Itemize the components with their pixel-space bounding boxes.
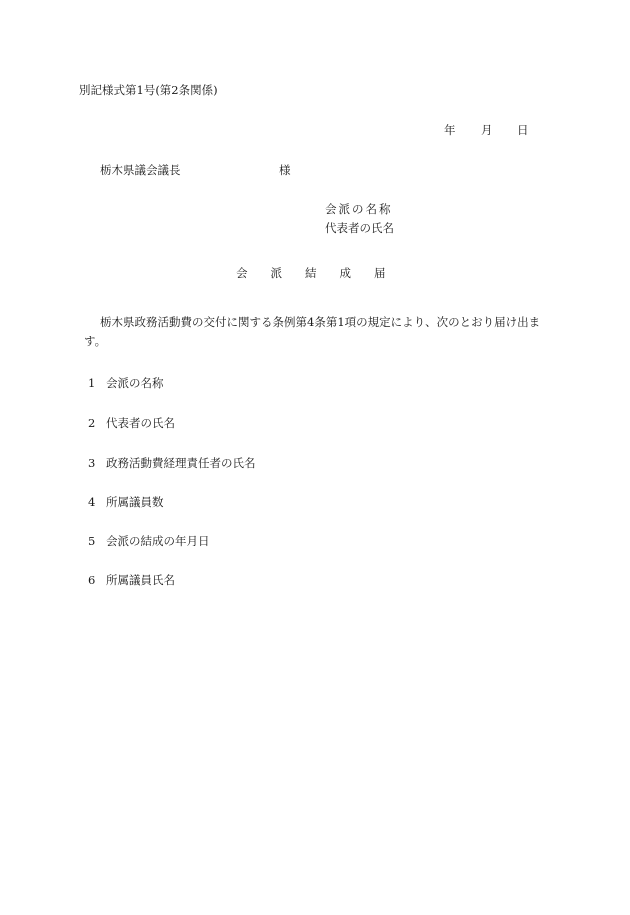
item-label: 所属議員氏名	[106, 573, 175, 587]
item-label: 代表者の氏名	[106, 416, 175, 430]
date-line	[0, 125, 630, 139]
representative-label: 代表者の氏名	[325, 221, 394, 235]
item-label: 会派の名称	[106, 376, 164, 390]
item-number: 5	[88, 534, 96, 548]
item-number: 6	[88, 573, 96, 587]
document-title: 会派結成届	[236, 266, 409, 280]
addressee-line	[0, 165, 630, 179]
list-item	[88, 378, 164, 390]
faction-name-label: 会派の名称	[325, 202, 393, 216]
item-number: 3	[88, 456, 96, 470]
list-item	[88, 418, 175, 430]
list-item	[88, 575, 175, 587]
item-number: 4	[88, 495, 96, 509]
addressee-name: 栃木県議会議長	[100, 163, 181, 177]
date-day-label: 日	[517, 123, 529, 137]
item-number: 2	[88, 416, 96, 430]
body-paragraph: 栃木県政務活動費の交付に関する条例第4条第1項の規定により、次のとおり届け出ます。	[84, 315, 541, 348]
item-number: 1	[88, 376, 96, 390]
item-label: 会派の結成の年月日	[106, 534, 210, 548]
list-item	[88, 458, 256, 470]
item-label: 政務活動費経理責任者の氏名	[106, 456, 256, 470]
list-item	[88, 536, 210, 548]
date-year-label: 年	[444, 123, 456, 137]
date-month-label: 月	[481, 123, 493, 137]
addressee-honorific: 様	[279, 163, 291, 177]
list-item	[88, 497, 164, 509]
item-label: 所属議員数	[106, 495, 164, 509]
form-reference: 別記様式第1号(第2条関係)	[79, 83, 218, 97]
